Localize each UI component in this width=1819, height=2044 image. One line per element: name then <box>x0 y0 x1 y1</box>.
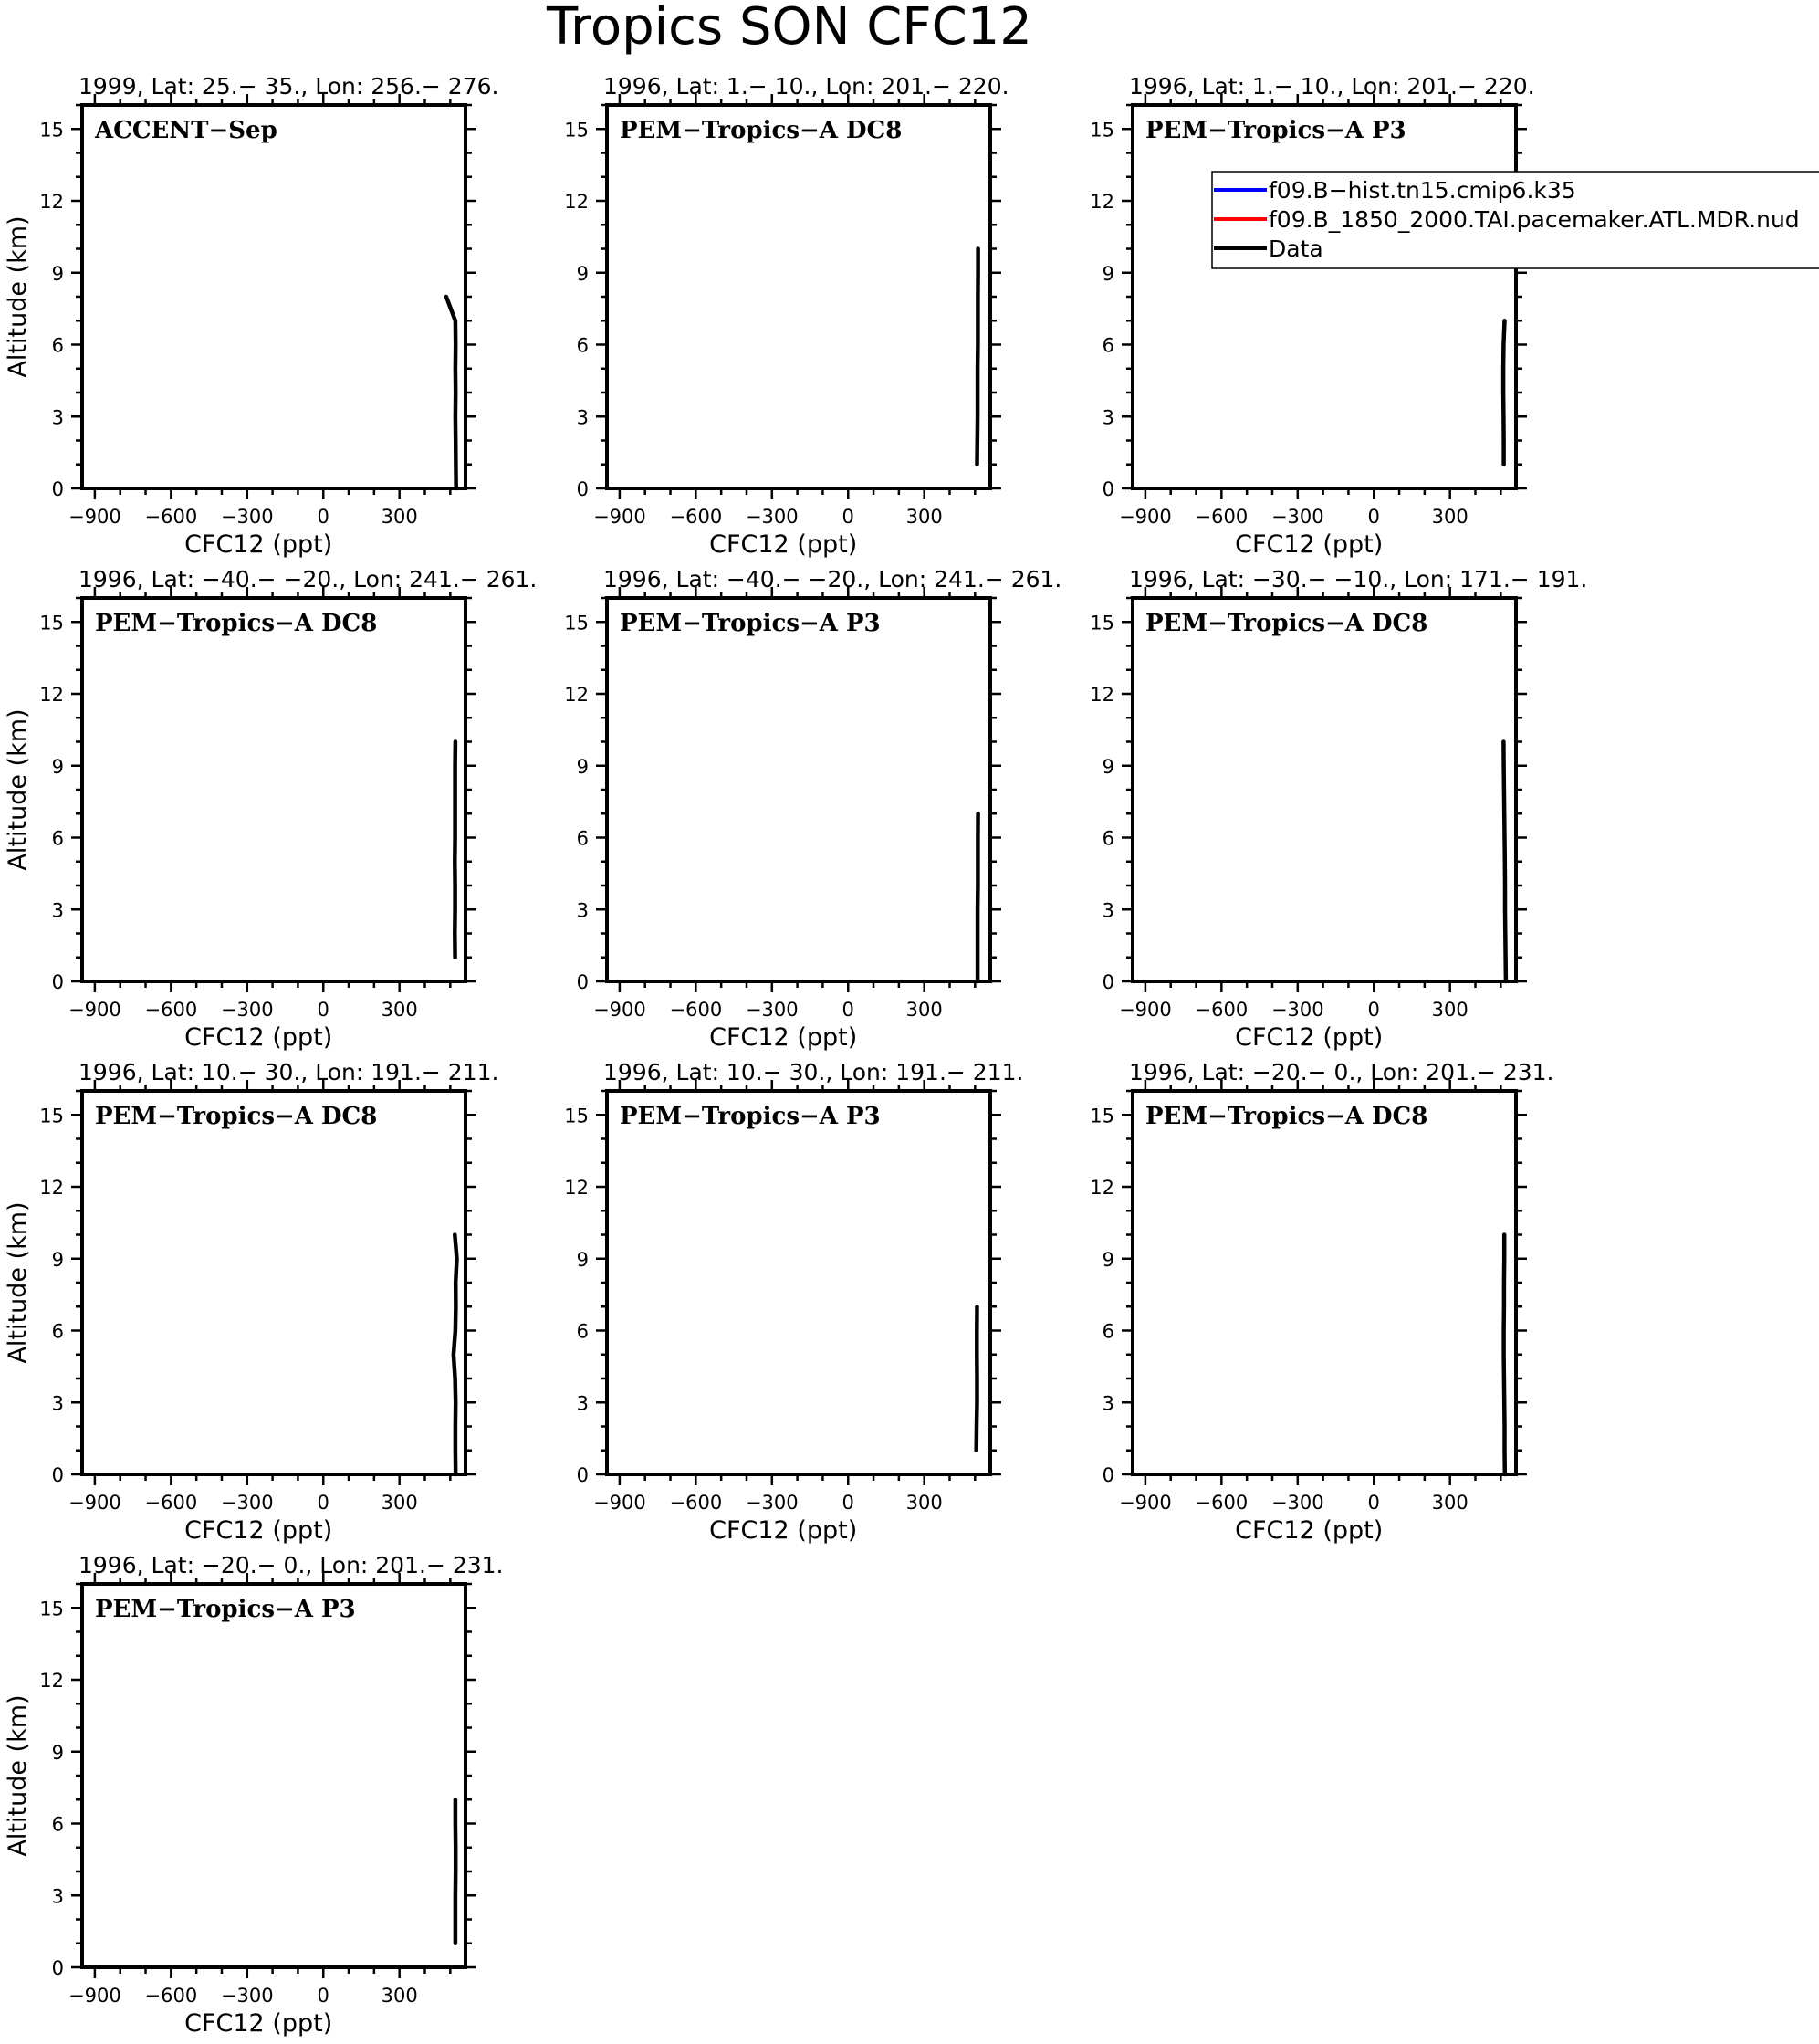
x-tick-label: −900 <box>68 999 121 1021</box>
x-axis-label: CFC12 (ppt) <box>709 1516 858 1545</box>
data-series-line <box>977 813 978 981</box>
y-tick-label: 0 <box>1102 971 1114 993</box>
x-tick-label: 0 <box>317 506 329 528</box>
x-tick-label: 300 <box>381 1985 418 2007</box>
x-tick-label: −600 <box>1195 999 1249 1021</box>
x-tick-label: 300 <box>1431 1492 1469 1514</box>
y-tick-label: 12 <box>39 1177 64 1199</box>
panel-8 <box>564 1059 1023 1545</box>
y-tick-label: 6 <box>576 334 589 357</box>
x-tick-label: −300 <box>745 506 799 528</box>
y-tick-label: 15 <box>39 1105 64 1127</box>
x-tick-label: −900 <box>1119 1492 1172 1514</box>
y-tick-label: 0 <box>51 971 64 993</box>
y-tick-label: 12 <box>564 1177 589 1199</box>
y-tick-label: 6 <box>51 334 64 357</box>
legend <box>1212 172 1819 268</box>
y-tick-label: 6 <box>1102 1320 1114 1343</box>
y-tick-label: 3 <box>1102 1392 1114 1415</box>
panel-subtitle: 1996, Lat: −20.− 0., Lon: 201.− 231. <box>78 1552 504 1578</box>
x-tick-label: −900 <box>593 506 646 528</box>
x-tick-label: −600 <box>669 999 723 1021</box>
x-tick-label: 0 <box>1367 999 1380 1021</box>
y-tick-label: 3 <box>576 899 589 922</box>
plot-frame <box>607 598 990 981</box>
x-axis-label: CFC12 (ppt) <box>1235 1023 1384 1052</box>
y-tick-label: 12 <box>1090 191 1114 213</box>
y-tick-label: 3 <box>1102 899 1114 922</box>
y-tick-label: 15 <box>39 1598 64 1620</box>
panel-name: PEM−Tropics−A P3 <box>1145 117 1406 144</box>
y-tick-label: 12 <box>39 684 64 706</box>
y-tick-label: 12 <box>564 191 589 213</box>
panel-4 <box>4 566 537 1052</box>
x-tick-label: 0 <box>842 506 854 528</box>
x-tick-label: −900 <box>593 999 646 1021</box>
x-tick-label: 300 <box>381 999 418 1021</box>
panel-subtitle: 1996, Lat: −40.− −20., Lon: 241.− 261. <box>78 566 538 592</box>
y-axis-label: Altitude (km) <box>4 1201 32 1364</box>
x-tick-label: 0 <box>317 1492 329 1514</box>
y-tick-label: 3 <box>576 406 589 429</box>
y-tick-label: 9 <box>51 1248 64 1271</box>
y-tick-label: 9 <box>51 262 64 285</box>
y-tick-label: 15 <box>39 119 64 142</box>
panel-10 <box>4 1552 504 2038</box>
panel-6 <box>1090 566 1587 1052</box>
panel-2 <box>564 73 1009 559</box>
y-tick-label: 15 <box>564 612 589 634</box>
y-tick-label: 15 <box>564 119 589 142</box>
y-tick-label: 0 <box>576 478 589 500</box>
x-axis-label: CFC12 (ppt) <box>184 1023 333 1052</box>
x-axis-label: CFC12 (ppt) <box>709 1023 858 1052</box>
y-tick-label: 9 <box>576 262 589 285</box>
data-series-line <box>1503 320 1504 465</box>
x-tick-label: −900 <box>68 506 121 528</box>
y-tick-label: 0 <box>51 1957 64 1979</box>
y-tick-label: 0 <box>1102 1464 1114 1486</box>
y-tick-label: 12 <box>1090 1177 1114 1199</box>
y-tick-label: 9 <box>1102 1248 1114 1271</box>
y-tick-label: 15 <box>39 612 64 634</box>
x-tick-label: −600 <box>144 1985 198 2007</box>
panel-subtitle: 1999, Lat: 25.− 35., Lon: 256.− 276. <box>78 73 499 100</box>
y-tick-label: 15 <box>1090 119 1114 142</box>
panel-name: PEM−Tropics−A P3 <box>95 1596 356 1623</box>
y-tick-label: 6 <box>51 1813 64 1836</box>
y-tick-label: 15 <box>1090 1105 1114 1127</box>
plot-frame <box>82 1584 465 1967</box>
x-tick-label: −300 <box>1270 506 1324 528</box>
x-tick-label: 300 <box>1431 506 1469 528</box>
y-tick-label: 6 <box>1102 334 1114 357</box>
y-axis-label: Altitude (km) <box>4 1694 32 1857</box>
panel-name: PEM−Tropics−A P3 <box>620 1103 881 1130</box>
x-tick-label: −600 <box>144 1492 198 1514</box>
x-tick-label: −300 <box>220 1492 274 1514</box>
y-tick-label: 9 <box>576 1248 589 1271</box>
panel-subtitle: 1996, Lat: −30.− −10., Lon: 171.− 191. <box>1129 566 1588 592</box>
y-tick-label: 12 <box>1090 684 1114 706</box>
panel-subtitle: 1996, Lat: 1.− 10., Lon: 201.− 220. <box>603 73 1009 100</box>
y-tick-label: 6 <box>51 1320 64 1343</box>
y-tick-label: 15 <box>564 1105 589 1127</box>
y-tick-label: 6 <box>576 1320 589 1343</box>
x-tick-label: −600 <box>669 1492 723 1514</box>
x-tick-label: −300 <box>220 1985 274 2007</box>
y-tick-label: 3 <box>1102 406 1114 429</box>
x-tick-label: −600 <box>144 506 198 528</box>
y-tick-label: 12 <box>39 191 64 213</box>
x-tick-label: 300 <box>381 506 418 528</box>
panel-subtitle: 1996, Lat: −20.− 0., Lon: 201.− 231. <box>1129 1059 1554 1085</box>
page-title: Tropics SON CFC12 <box>547 0 1032 57</box>
panel-name: PEM−Tropics−A DC8 <box>95 610 378 637</box>
x-tick-label: 0 <box>1367 1492 1380 1514</box>
panel-5 <box>564 566 1061 1052</box>
x-tick-label: −600 <box>1195 506 1249 528</box>
x-tick-label: −600 <box>669 506 723 528</box>
panel-subtitle: 1996, Lat: 10.− 30., Lon: 191.− 211. <box>603 1059 1024 1085</box>
y-tick-label: 0 <box>576 971 589 993</box>
y-tick-label: 15 <box>1090 612 1114 634</box>
x-tick-label: 0 <box>317 1985 329 2007</box>
legend-label: f09.B_1850_2000.TAI.pacemaker.ATL.MDR.nud <box>1269 206 1800 233</box>
x-tick-label: −900 <box>1119 999 1172 1021</box>
x-tick-label: −300 <box>745 999 799 1021</box>
y-tick-label: 0 <box>576 1464 589 1486</box>
y-tick-label: 9 <box>51 1741 64 1764</box>
y-tick-label: 0 <box>51 1464 64 1486</box>
panel-name: PEM−Tropics−A DC8 <box>620 117 903 144</box>
panel-subtitle: 1996, Lat: −40.− −20., Lon: 241.− 261. <box>603 566 1062 592</box>
y-tick-label: 6 <box>1102 827 1114 850</box>
x-tick-label: −300 <box>1270 999 1324 1021</box>
x-tick-label: −600 <box>144 999 198 1021</box>
plot-frame <box>1133 1091 1516 1474</box>
x-axis-label: CFC12 (ppt) <box>709 530 858 559</box>
plot-frame <box>82 105 465 488</box>
x-tick-label: −600 <box>1195 1492 1249 1514</box>
legend-label: f09.B−hist.tn15.cmip6.k35 <box>1269 177 1576 204</box>
y-tick-label: 3 <box>51 899 64 922</box>
data-series-line <box>1504 1235 1505 1475</box>
y-tick-label: 12 <box>564 684 589 706</box>
panel-name: PEM−Tropics−A P3 <box>620 610 881 637</box>
x-axis-label: CFC12 (ppt) <box>1235 530 1384 559</box>
panel-subtitle: 1996, Lat: 10.− 30., Lon: 191.− 211. <box>78 1059 499 1085</box>
y-tick-label: 3 <box>51 1392 64 1415</box>
y-tick-label: 12 <box>39 1670 64 1692</box>
plot-frame <box>82 1091 465 1474</box>
plot-frame <box>82 598 465 981</box>
y-tick-label: 9 <box>1102 262 1114 285</box>
x-tick-label: −900 <box>1119 506 1172 528</box>
panel-name: PEM−Tropics−A DC8 <box>1145 610 1428 637</box>
data-series-line <box>1503 742 1506 982</box>
x-tick-label: −900 <box>68 1492 121 1514</box>
panel-name: PEM−Tropics−A DC8 <box>95 1103 378 1130</box>
x-tick-label: 0 <box>842 1492 854 1514</box>
panel-name: ACCENT−Sep <box>95 117 277 144</box>
y-tick-label: 0 <box>51 478 64 500</box>
plot-frame <box>607 105 990 488</box>
x-tick-label: 0 <box>317 999 329 1021</box>
data-series-line <box>977 249 978 465</box>
y-tick-label: 3 <box>51 1885 64 1908</box>
panel-3 <box>1090 73 1534 559</box>
x-axis-label: CFC12 (ppt) <box>1235 1516 1384 1545</box>
y-tick-label: 3 <box>576 1392 589 1415</box>
x-tick-label: 0 <box>842 999 854 1021</box>
x-axis-label: CFC12 (ppt) <box>184 530 333 559</box>
plot-frame <box>607 1091 990 1474</box>
y-tick-label: 9 <box>51 755 64 778</box>
y-tick-label: 6 <box>576 827 589 850</box>
panel-subtitle: 1996, Lat: 1.− 10., Lon: 201.− 220. <box>1129 73 1535 100</box>
x-axis-label: CFC12 (ppt) <box>184 2009 333 2038</box>
panel-name: PEM−Tropics−A DC8 <box>1145 1103 1428 1130</box>
x-tick-label: 300 <box>1431 999 1469 1021</box>
legend-label: Data <box>1269 236 1323 262</box>
x-axis-label: CFC12 (ppt) <box>184 1516 333 1545</box>
x-tick-label: −300 <box>220 999 274 1021</box>
x-tick-label: −300 <box>1270 1492 1324 1514</box>
x-tick-label: 300 <box>905 999 943 1021</box>
x-tick-label: −300 <box>745 1492 799 1514</box>
data-series-line <box>446 297 456 488</box>
y-axis-label: Altitude (km) <box>4 708 32 871</box>
panel-7 <box>4 1059 498 1545</box>
y-axis-label: Altitude (km) <box>4 215 32 378</box>
panel-9 <box>1090 1059 1553 1545</box>
plot-frame <box>1133 598 1516 981</box>
data-series-line <box>454 1235 457 1475</box>
panel-1 <box>4 73 498 559</box>
x-tick-label: 300 <box>905 506 943 528</box>
x-tick-label: 300 <box>381 1492 418 1514</box>
x-tick-label: −300 <box>220 506 274 528</box>
y-tick-label: 0 <box>1102 478 1114 500</box>
x-tick-label: 0 <box>1367 506 1380 528</box>
plot-frame <box>1133 105 1516 488</box>
x-tick-label: 300 <box>905 1492 943 1514</box>
y-tick-label: 3 <box>51 406 64 429</box>
y-tick-label: 9 <box>1102 755 1114 778</box>
x-tick-label: −900 <box>593 1492 646 1514</box>
y-tick-label: 6 <box>51 827 64 850</box>
x-tick-label: −900 <box>68 1985 121 2007</box>
y-tick-label: 9 <box>576 755 589 778</box>
